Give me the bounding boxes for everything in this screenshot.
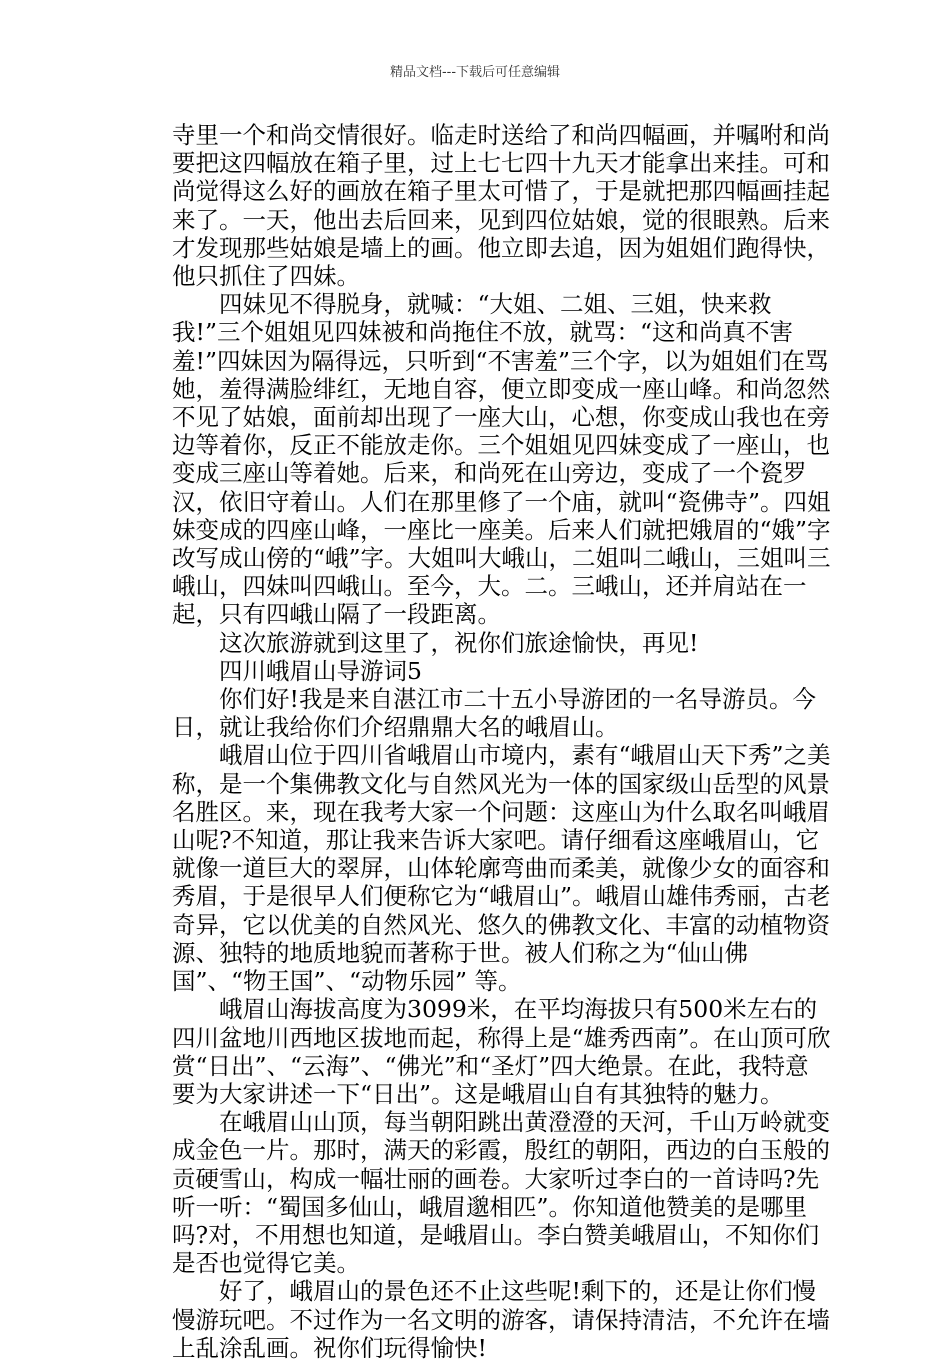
paragraph-greeting: 你们好!我是来自湛江市二十五小导游团的一名导游员。今日，就让我给你们介绍鼎鼎大名的峨眉山。 <box>172 685 816 742</box>
section-heading: 四川峨眉山导游词5 <box>219 656 422 685</box>
paragraph-continued-story: 寺里一个和尚交情很好。临走时送给了和尚四幅画，并嘱咐和尚要把这四幅放在箱子里，过上七七四十九天才能拿出来挂。可和尚觉得这么好的画放在箱子里太可惜了，于是就把那四幅画挂起来了。一天，他出去后回来，见到四位姑娘，觉的很眼熟。后来才发现那些姑娘是墙上的画。他立即去追，因为姐姐们跑得快，他只抓住了四妹。 <box>172 121 830 291</box>
paragraph-closing: 好了，峨眉山的景色还不止这些呢!剩下的，还是让你们慢慢游玩吧。不过作为一名文明的游客，请保持清洁，不允许在墙上乱涂乱画。祝你们玩得愉快! <box>172 1277 830 1362</box>
page-header: 精品文档---下载后可任意编辑 <box>389 65 561 80</box>
paragraph-altitude: 峨眉山海拔高度为3099米，在平均海拔只有500米左右的四川盆地川西地区拔地而起，称得上是“雄秀西南”。在山顶可欣赏“日出”、“云海”、“佛光”和“圣灯”四大绝景。在此，我特意要为大家讲述一下“日出”。这是峨眉山自有其独特的魅力。 <box>172 995 831 1108</box>
paragraph-sunrise: 在峨眉山山顶，每当朝阳跳出黄澄澄的天河，千山万岭就变成金色一片。那时，满天的彩霞，殷红的朝阳，西边的白玉般的贡硬雪山，构成一幅壮丽的画卷。大家听过李白的一首诗吗?先听一听：“蜀国多仙山，峨眉邈相匹”。你知道他赞美的是哪里吗?对，不用想也知道，是峨眉山。李白赞美峨眉山，不知你们是否也觉得它美。 <box>172 1108 830 1278</box>
paragraph-fourth-sister: 四妹见不得脱身，就喊：“大姐、二姐、三姐，快来救我!”三个姐姐见四妹被和尚拖住不放，就骂：“这和尚真不害羞!”四妹因为隔得远，只听到“不害羞”三个字，以为姐姐们在骂她，羞得满脸绯红，无地自容，便立即变成一座山峰。和尚忽然不见了姑娘，面前却出现了一座大山，心想，你变成山我也在旁边等着你，反正不能放走你。三个姐姐见四妹变成了一座山，也变成三座山等着她。后来，和尚死在山旁边，变成了一个瓷罗汉，依旧守着山。人们在那里修了一个庙，就叫“瓷佛寺”。四姐妹变成的四座山峰，一座比一座美。后来人们就把娥眉的“娥”字改写成山傍的“峨”字。大姐叫大峨山，二姐叫二峨山，三姐叫三峨山，四妹叫四峨山。至今，大。二。三峨山，还并肩站在一起，只有四峨山隔了一段距离。 <box>172 290 831 629</box>
paragraph-location: 峨眉山位于四川省峨眉山市境内，素有“峨眉山天下秀”之美称，是一个集佛教文化与自然风光为一体的国家级山岳型的风景名胜区。来，现在我考大家一个问题：这座山为什么取名叫峨眉山呢?不知道，那让我来告诉大家吧。请仔细看这座峨眉山，它就像一道巨大的翠屏，山体轮廓弯曲而柔美，就像少女的面容和秀眉，于是很早人们便称它为“峨眉山”。峨眉山雄伟秀丽，古老奇异，它以优美的自然风光、悠久的佛教文化、丰富的动植物资源、独特的地质地貌而著称于世。被人们称之为“仙山佛国”、“物王国”、“动物乐园” 等。 <box>172 741 831 996</box>
paragraph-farewell: 这次旅游就到这里了，祝你们旅途愉快，再见! <box>219 628 699 657</box>
document-body <box>172 121 832 1362</box>
